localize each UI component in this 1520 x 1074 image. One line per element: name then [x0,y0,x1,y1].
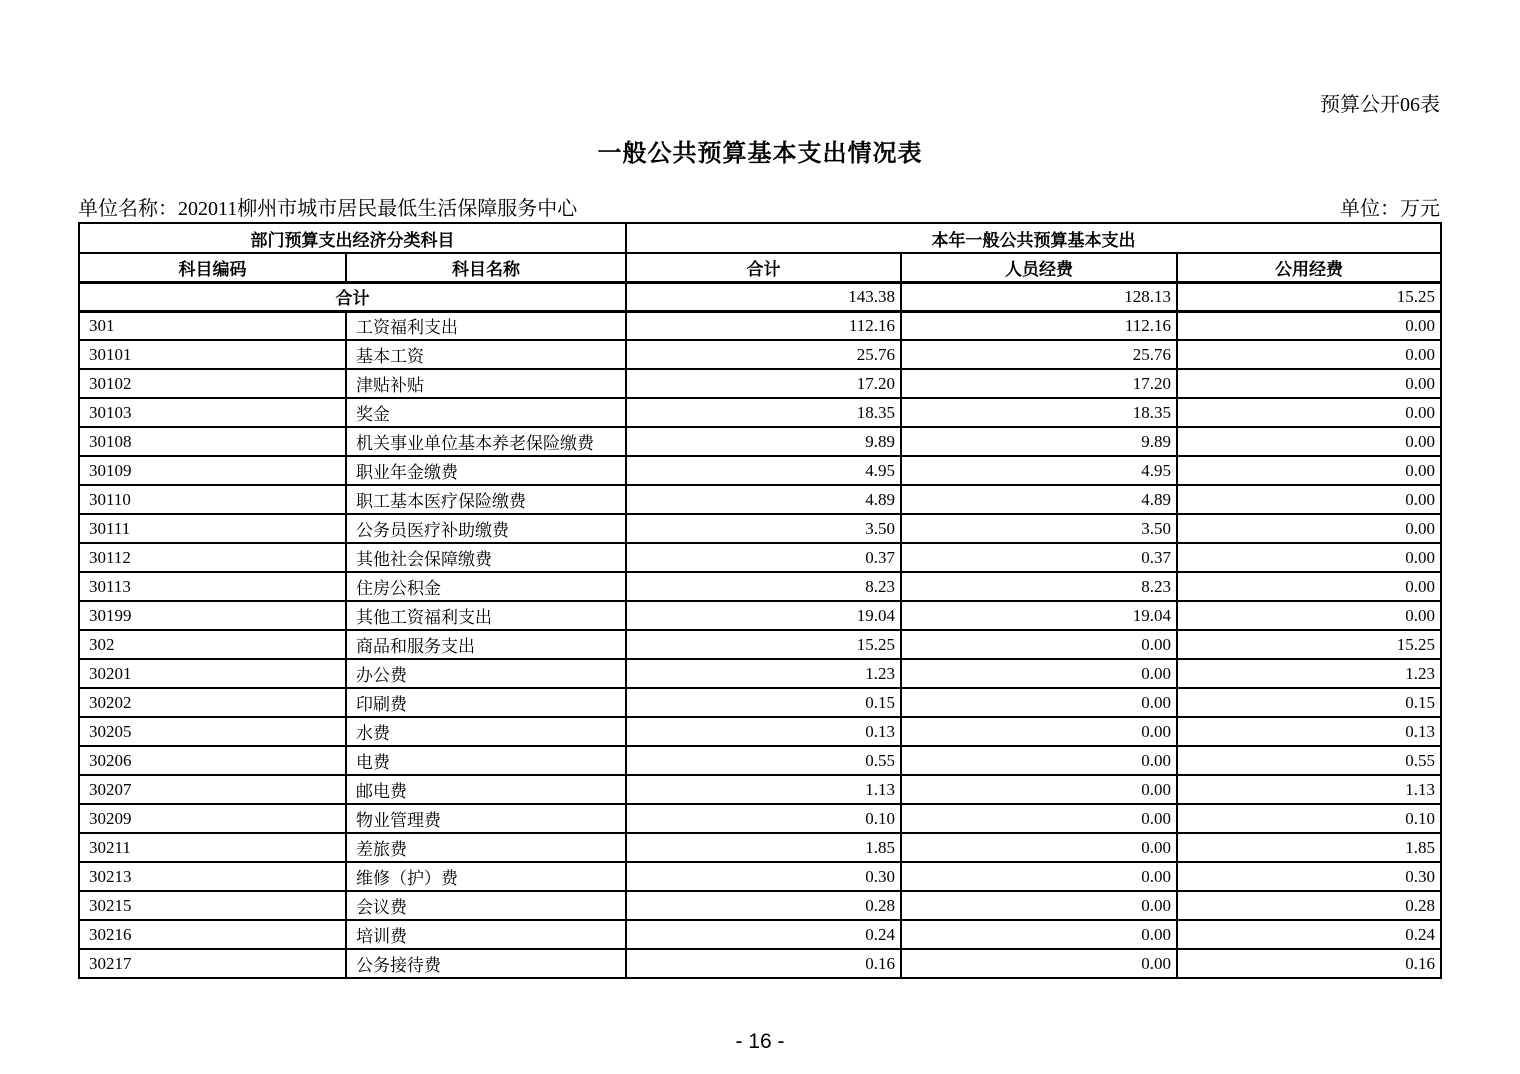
cell-total: 3.50 [626,514,901,543]
budget-table [78,222,1442,979]
table-row [79,514,1441,543]
cell-subject-name: 公务员医疗补助缴费 [346,514,626,543]
cell-public-funds: 0.00 [1177,340,1441,369]
cell-subject-code: 30113 [79,572,346,601]
cell-total: 9.89 [626,427,901,456]
info-row [78,192,1440,221]
cell-public-funds: 0.00 [1177,456,1441,485]
table-row [79,891,1441,920]
cell-total: 15.25 [626,630,901,659]
cell-subject-code: 30112 [79,543,346,572]
cell-subject-name: 水费 [346,717,626,746]
table-row [79,862,1441,891]
cell-subject-code: 30102 [79,369,346,398]
table-row [79,833,1441,862]
cell-subject-code: 30199 [79,601,346,630]
table-row [79,398,1441,427]
cell-personnel-funds: 18.35 [901,398,1177,427]
table-row [79,746,1441,775]
cell-total: 0.13 [626,717,901,746]
header-public-funds: 公用经费 [1177,253,1441,282]
cell-subject-name: 培训费 [346,920,626,949]
cell-total: 0.37 [626,543,901,572]
cell-subject-code: 30110 [79,485,346,514]
cell-public-funds: 15.25 [1177,630,1441,659]
cell-total: 0.10 [626,804,901,833]
table-total-row [79,282,1441,311]
page-number: - 16 - [735,1030,785,1053]
cell-personnel-funds: 19.04 [901,601,1177,630]
cell-public-funds: 0.00 [1177,398,1441,427]
table-row [79,630,1441,659]
cell-subject-code: 30109 [79,456,346,485]
cell-total: 112.16 [626,311,901,340]
cell-subject-code: 301 [79,311,346,340]
cell-total: 4.95 [626,456,901,485]
cell-public-funds: 0.16 [1177,949,1441,978]
cell-subject-name: 津贴补贴 [346,369,626,398]
cell-public-funds: 0.00 [1177,485,1441,514]
cell-subject-code: 30201 [79,659,346,688]
cell-subject-code: 30103 [79,398,346,427]
cell-public-funds: 1.23 [1177,659,1441,688]
cell-personnel-funds: 0.00 [901,746,1177,775]
cell-subject-name: 住房公积金 [346,572,626,601]
cell-public-funds: 0.00 [1177,514,1441,543]
table-row [79,920,1441,949]
cell-public-funds: 0.00 [1177,369,1441,398]
table-row [79,688,1441,717]
cell-public-funds: 0.28 [1177,891,1441,920]
table-row [79,311,1441,340]
cell-subject-code: 30101 [79,340,346,369]
header-subject-name: 科目名称 [346,253,626,282]
cell-personnel-funds: 112.16 [901,311,1177,340]
cell-public-funds: 1.13 [1177,775,1441,804]
cell-public-funds: 0.00 [1177,543,1441,572]
cell-subject-name: 差旅费 [346,833,626,862]
cell-subject-code: 30215 [79,891,346,920]
cell-public-funds: 0.00 [1177,311,1441,340]
cell-subject-code: 30213 [79,862,346,891]
cell-subject-name: 其他社会保障缴费 [346,543,626,572]
cell-personnel-funds: 0.00 [901,891,1177,920]
cell-total: 0.16 [626,949,901,978]
cell-total: 0.28 [626,891,901,920]
table-row [79,543,1441,572]
cell-subject-name: 维修（护）费 [346,862,626,891]
cell-total: 17.20 [626,369,901,398]
table-row [79,340,1441,369]
cell-public-funds: 0.24 [1177,920,1441,949]
unit-measure-label: 单位：万元 [1340,198,1440,220]
cell-subject-code: 30206 [79,746,346,775]
cell-subject-code: 30217 [79,949,346,978]
table-header [79,223,1441,282]
cell-public-funds: 0.10 [1177,804,1441,833]
cell-subject-name: 其他工资福利支出 [346,601,626,630]
cell-personnel-funds: 0.00 [901,804,1177,833]
cell-subject-code: 30205 [79,717,346,746]
table-row [79,717,1441,746]
table-row [79,775,1441,804]
cell-total: 0.15 [626,688,901,717]
cell-subject-name: 职工基本医疗保险缴费 [346,485,626,514]
cell-total: 8.23 [626,572,901,601]
table-body [79,282,1441,978]
cell-subject-name: 邮电费 [346,775,626,804]
cell-subject-code: 30209 [79,804,346,833]
table-row [79,659,1441,688]
cell-total: 4.89 [626,485,901,514]
total-row-total: 143.38 [626,282,901,311]
cell-public-funds: 0.00 [1177,427,1441,456]
cell-personnel-funds: 4.89 [901,485,1177,514]
cell-subject-code: 30202 [79,688,346,717]
header-group-basic-expenditure: 本年一般公共预算基本支出 [626,223,1441,253]
cell-subject-name: 物业管理费 [346,804,626,833]
cell-personnel-funds: 0.00 [901,630,1177,659]
header-group-classification: 部门预算支出经济分类科目 [79,223,626,253]
page-title: 一般公共预算基本支出情况表 [597,140,923,167]
table-row [79,369,1441,398]
cell-personnel-funds: 0.00 [901,833,1177,862]
cell-subject-name: 公务接待费 [346,949,626,978]
cell-total: 0.24 [626,920,901,949]
cell-personnel-funds: 0.00 [901,659,1177,688]
total-row-personnel: 128.13 [901,282,1177,311]
cell-total: 25.76 [626,340,901,369]
cell-total: 1.13 [626,775,901,804]
cell-total: 0.55 [626,746,901,775]
cell-personnel-funds: 0.00 [901,949,1177,978]
cell-subject-name: 机关事业单位基本养老保险缴费 [346,427,626,456]
cell-personnel-funds: 3.50 [901,514,1177,543]
cell-subject-name: 职业年金缴费 [346,456,626,485]
cell-subject-code: 30207 [79,775,346,804]
cell-subject-code: 30111 [79,514,346,543]
table-row [79,949,1441,978]
cell-total: 19.04 [626,601,901,630]
cell-public-funds: 0.30 [1177,862,1441,891]
cell-public-funds: 1.85 [1177,833,1441,862]
table-row [79,485,1441,514]
header-subject-code: 科目编码 [79,253,346,282]
cell-subject-name: 商品和服务支出 [346,630,626,659]
cell-total: 1.85 [626,833,901,862]
cell-subject-code: 302 [79,630,346,659]
table-row [79,456,1441,485]
cell-total: 1.23 [626,659,901,688]
cell-subject-name: 工资福利支出 [346,311,626,340]
cell-public-funds: 0.00 [1177,601,1441,630]
table-row [79,804,1441,833]
cell-personnel-funds: 9.89 [901,427,1177,456]
cell-personnel-funds: 8.23 [901,572,1177,601]
cell-public-funds: 0.00 [1177,572,1441,601]
cell-subject-code: 30216 [79,920,346,949]
table-row [79,601,1441,630]
cell-public-funds: 0.15 [1177,688,1441,717]
cell-personnel-funds: 0.37 [901,543,1177,572]
cell-personnel-funds: 25.76 [901,340,1177,369]
cell-total: 18.35 [626,398,901,427]
cell-subject-name: 印刷费 [346,688,626,717]
table-row [79,572,1441,601]
cell-subject-name: 会议费 [346,891,626,920]
unit-name-label: 单位名称：202011柳州市城市居民最低生活保障服务中心 [78,198,578,220]
form-number-label: 预算公开06表 [1320,94,1440,116]
cell-subject-name: 电费 [346,746,626,775]
cell-subject-name: 基本工资 [346,340,626,369]
cell-personnel-funds: 0.00 [901,688,1177,717]
cell-personnel-funds: 17.20 [901,369,1177,398]
cell-personnel-funds: 0.00 [901,920,1177,949]
table-group-header-row [79,223,1441,253]
cell-public-funds: 0.13 [1177,717,1441,746]
header-personnel-funds: 人员经费 [901,253,1177,282]
table-row [79,427,1441,456]
cell-subject-code: 30211 [79,833,346,862]
cell-personnel-funds: 4.95 [901,456,1177,485]
total-row-public: 15.25 [1177,282,1441,311]
header-total: 合计 [626,253,901,282]
table-column-header-row [79,253,1441,282]
cell-personnel-funds: 0.00 [901,862,1177,891]
cell-subject-code: 30108 [79,427,346,456]
cell-personnel-funds: 0.00 [901,717,1177,746]
cell-personnel-funds: 0.00 [901,775,1177,804]
cell-subject-name: 奖金 [346,398,626,427]
cell-public-funds: 0.55 [1177,746,1441,775]
total-row-label: 合计 [79,282,626,311]
cell-subject-name: 办公费 [346,659,626,688]
cell-total: 0.30 [626,862,901,891]
